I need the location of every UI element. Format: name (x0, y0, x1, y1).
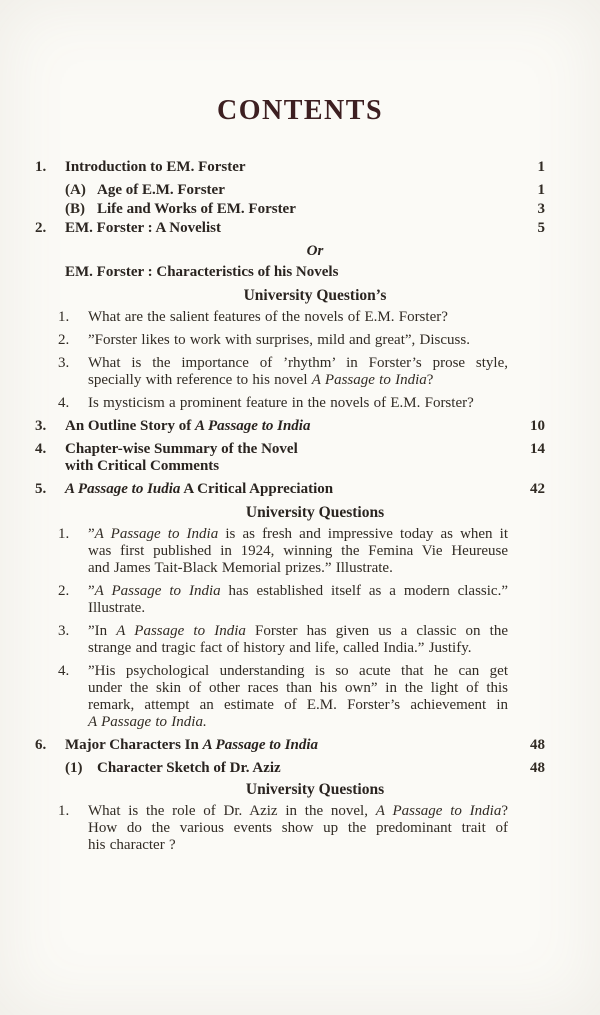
text-line (88, 820, 508, 837)
text-line (65, 220, 500, 237)
entry-row (0, 220, 600, 237)
question-row (0, 355, 600, 389)
question-number: 1. (58, 526, 70, 542)
section-heading (0, 287, 600, 305)
text-run: University Question’s (243, 287, 387, 304)
text-run: strange and tragic fact of history and life, called India.” Justify. (88, 640, 472, 656)
text-run: A Passage to India (375, 803, 502, 819)
question-text (88, 583, 508, 617)
entry-number: 5. (35, 481, 47, 497)
text-run: EM. Forster : A Novelist (65, 220, 221, 236)
text-line (88, 309, 508, 326)
text-run: Character Sketch of Dr. Aziz (97, 760, 281, 776)
entry-text (65, 737, 500, 754)
section-heading (0, 504, 600, 522)
text-line (88, 560, 508, 577)
text-run: under the skin of other races than his own” in the light of this (88, 680, 508, 696)
text-run: University Questions (245, 504, 385, 521)
text-run: University Questions (245, 781, 385, 798)
entry-number: 3. (35, 418, 47, 434)
text-line (88, 355, 508, 372)
text-run: was first published in 1924, winning the Femina Vie Heureuse (88, 543, 508, 559)
text-line (65, 159, 500, 176)
entry-text (65, 159, 500, 176)
text-run: What is the importance of ’rhythm’ in Forster’s prose style, (88, 355, 508, 371)
question-text (88, 803, 508, 854)
text-run: ”Forster likes to work with surprises, mild and great”, Discuss. (88, 332, 470, 348)
subentry-text (97, 760, 500, 777)
text-line (88, 526, 508, 543)
question-row (0, 663, 600, 731)
text-run: Chapter-wise Summary of the Novel (65, 441, 298, 457)
text-run: with Critical Comments (65, 458, 220, 474)
entry-number: 4. (35, 441, 47, 457)
text-run: A Critical Appreciation (180, 481, 334, 497)
entry-number: 1. (35, 159, 47, 175)
question-text (88, 355, 508, 389)
page-number: 48 (530, 760, 545, 776)
question-text (88, 526, 508, 577)
text-line (88, 803, 508, 820)
entry-row (0, 441, 600, 475)
page-number: 42 (530, 481, 545, 497)
entry-number: (1) (65, 760, 83, 776)
text-run: What is the role of Dr. Aziz in the novel, (88, 803, 376, 819)
entry-text (65, 220, 500, 237)
entry-row (0, 264, 600, 281)
page-number: 3 (537, 201, 545, 217)
text-run: Illustrate. (88, 600, 146, 616)
question-number: 1. (58, 309, 70, 325)
text-line (65, 481, 500, 498)
table-of-contents (0, 159, 600, 854)
page-number: 5 (537, 220, 545, 236)
page-number: 1 (537, 159, 545, 175)
question-row (0, 332, 600, 349)
question-text (88, 663, 508, 731)
text-line (88, 640, 508, 657)
text-run: A Passage to India (311, 372, 427, 388)
question-text (88, 332, 508, 349)
question-number: 1. (58, 803, 70, 819)
entry-row (0, 737, 600, 754)
text-line (88, 697, 508, 714)
text-line (88, 395, 508, 412)
text-line (65, 737, 500, 754)
text-run: ” (88, 583, 95, 599)
text-line (88, 623, 508, 640)
text-run: A Passage to India (195, 418, 311, 434)
entry-text (65, 264, 500, 281)
question-row (0, 395, 600, 412)
page-number: 1 (537, 182, 545, 198)
entry-number: 2. (35, 220, 47, 236)
text-run: A Passage to India. (88, 714, 207, 730)
question-number: 4. (58, 663, 70, 679)
question-number: 3. (58, 355, 70, 371)
text-line (97, 760, 500, 777)
text-line (88, 543, 508, 560)
section-heading (0, 781, 600, 799)
text-run: ” (88, 526, 95, 542)
entry-text (65, 418, 500, 435)
text-line (88, 583, 508, 600)
text-line (65, 441, 500, 458)
text-line (88, 680, 508, 697)
text-run: ”In (88, 623, 117, 639)
text-line (88, 714, 508, 731)
text-run: Major Characters In (65, 737, 203, 753)
question-text (88, 623, 508, 657)
question-row (0, 803, 600, 854)
text-line (88, 372, 508, 389)
text-run: Life and Works of EM. Forster (97, 201, 296, 217)
question-row (0, 623, 600, 657)
entry-number: (A) (65, 182, 86, 198)
text-run: A Passage to India (94, 583, 221, 599)
subentry-row (0, 201, 600, 218)
text-run: specially with reference to his novel (88, 372, 312, 388)
text-run: Or (306, 243, 324, 259)
subentry-row (0, 182, 600, 199)
text-line (65, 264, 500, 281)
question-row (0, 309, 600, 326)
text-run: his character ? (88, 837, 176, 853)
contents-title: CONTENTS (216, 95, 384, 126)
question-row (0, 583, 600, 617)
entry-number: 6. (35, 737, 47, 753)
text-line (97, 182, 500, 199)
text-run: How do the various events show up the predominant trait of (88, 820, 508, 836)
text-run: EM. Forster : Characteristics of his Novels (65, 264, 339, 280)
text-run: ”His psychological understanding is so acute that he can get (88, 663, 508, 679)
text-run: A Passage to Iudia (65, 481, 181, 497)
text-line (65, 458, 500, 475)
text-line (65, 418, 500, 435)
entry-text (65, 481, 500, 498)
question-text (88, 395, 508, 412)
text-line (88, 663, 508, 680)
question-number: 2. (58, 332, 70, 348)
text-line (88, 332, 508, 349)
text-run: has established itself as a modern classic.” (220, 583, 508, 599)
subentry-text (97, 201, 500, 218)
text-line (97, 201, 500, 218)
text-line (88, 600, 508, 617)
question-number: 3. (58, 623, 70, 639)
question-row (0, 526, 600, 577)
question-text (88, 309, 508, 326)
or-divider (0, 243, 600, 260)
question-number: 4. (58, 395, 70, 411)
text-run: and James Tait-Black Memorial prizes.” Illustrate. (88, 560, 393, 576)
text-run: ? (426, 372, 434, 388)
subentry-text (97, 182, 500, 199)
text-run: What are the salient features of the novels of E.M. Forster? (88, 309, 448, 325)
page-number: 14 (530, 441, 545, 457)
question-number: 2. (58, 583, 70, 599)
text-run: Introduction to EM. Forster (65, 159, 246, 175)
page-number: 10 (530, 418, 545, 434)
entry-row (0, 481, 600, 498)
page-number: 48 (530, 737, 545, 753)
text-run: A Passage to India (116, 623, 246, 639)
text-run: A Passage to India (202, 737, 319, 753)
text-line (88, 837, 508, 854)
entry-row (0, 159, 600, 176)
entry-number: (B) (65, 201, 85, 217)
text-run: Age of E.M. Forster (97, 182, 225, 198)
text-run: is as fresh and impressive today as when it (218, 526, 509, 542)
text-run: Is mysticism a prominent feature in the novels of E.M. Forster? (88, 395, 474, 411)
text-run: An Outline Story of (65, 418, 196, 434)
entry-text (65, 441, 500, 475)
subentry-row (0, 760, 600, 777)
text-run: A Passage to India (94, 526, 219, 542)
entry-row (0, 418, 600, 435)
text-run: remark, attempt an estimate of E.M. Forster’s achievement in (88, 697, 508, 713)
text-run: Forster has given us a classic on the (245, 623, 508, 639)
text-run: ? (501, 803, 509, 819)
